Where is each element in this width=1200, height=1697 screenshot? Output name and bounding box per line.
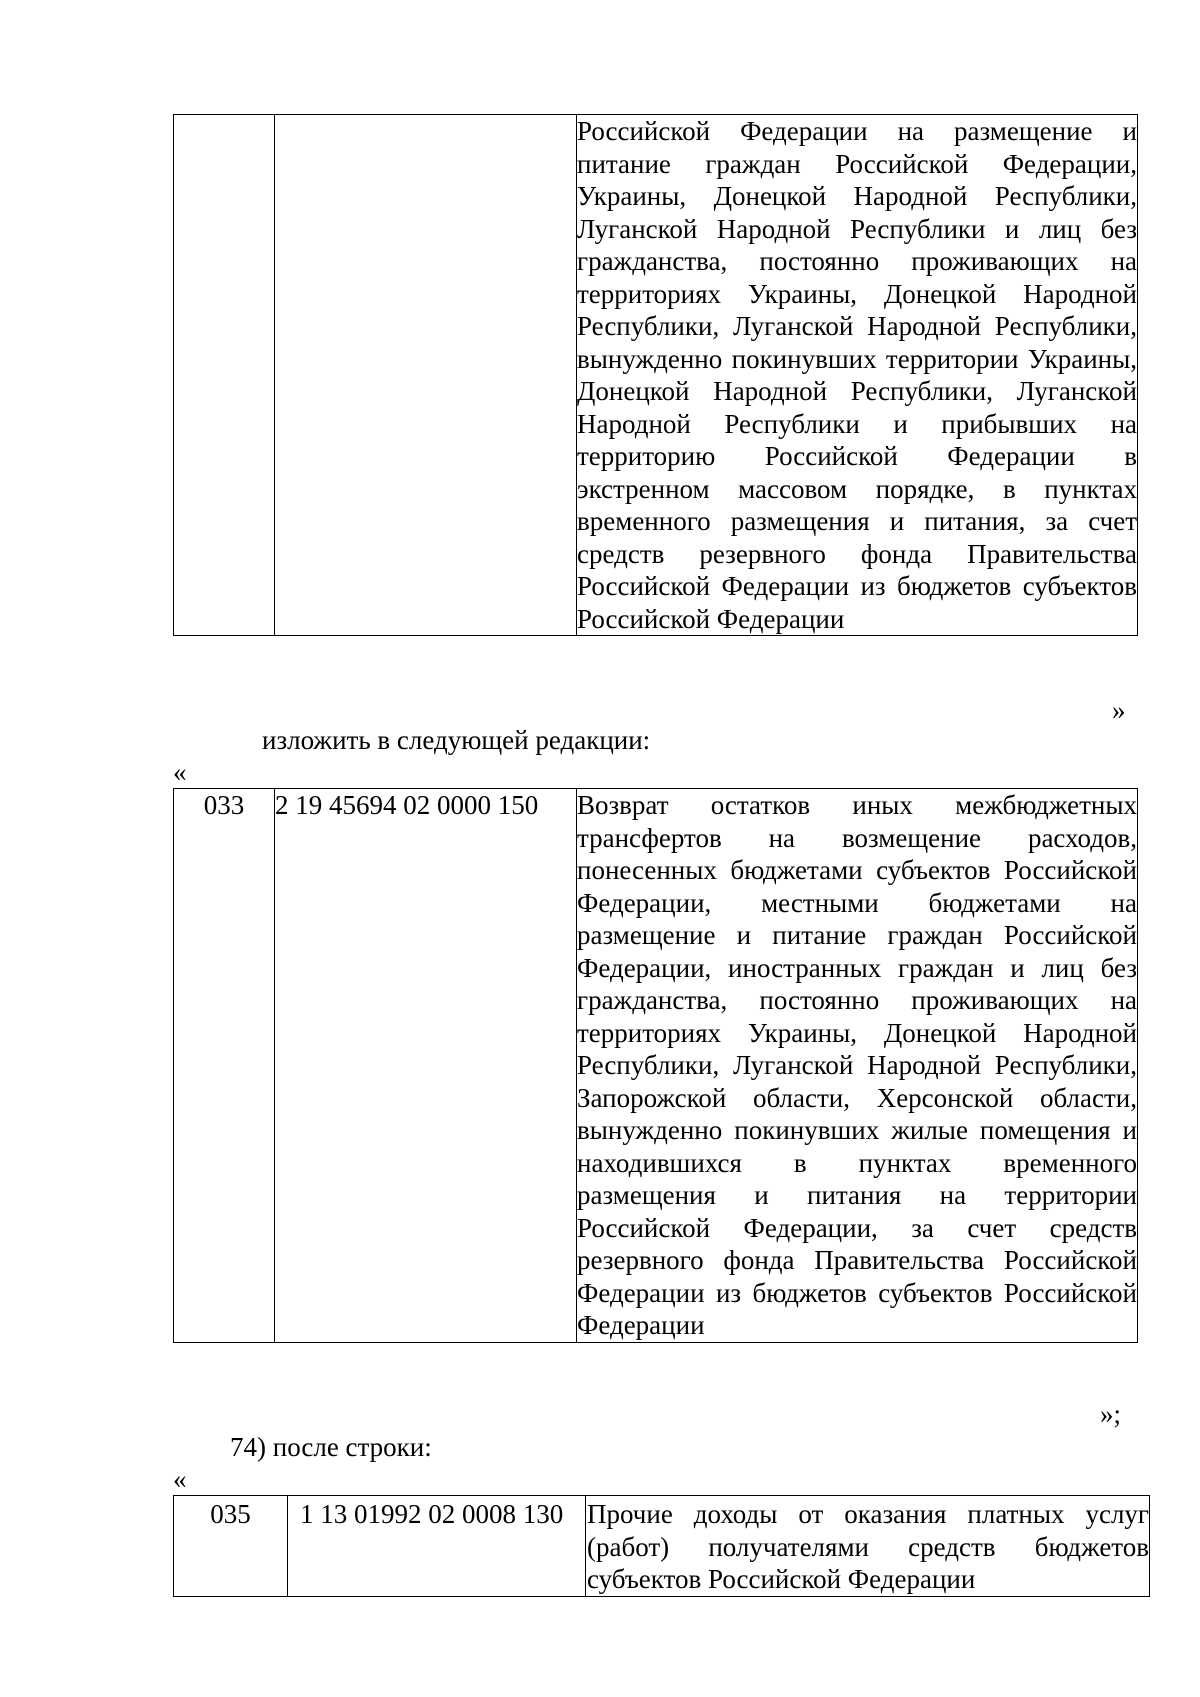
opening-quote: «	[173, 757, 187, 787]
income-code-cell: 1 13 01992 02 0008 130	[288, 1496, 586, 1597]
table-previous-row	[173, 114, 1138, 636]
row-number-cell: 033	[174, 789, 275, 1343]
row-number-cell	[174, 115, 275, 636]
table-row	[174, 115, 1138, 636]
description-cell: Прочие доходы от оказания платных услуг (работ) получателями средств бюджетов субъектов Российской Федерации	[586, 1496, 1150, 1597]
table-row	[174, 789, 1138, 1343]
income-code-cell	[275, 115, 577, 636]
description-cell: Возврат остатков иных межбюджетных трансфертов на возмещение расходов, понесенных бюджетами субъектов Российской Федерации, местными бюджетами на размещение и питание граждан Российской Федерации, иностранных граждан и лиц без гражданства, постоянно проживающих на территориях Украины, Донецкой Народной Республики, Луганской Народной Республики, Запорожской области, Херсонской области, вынужденно покинувших жилые помещения и находившихся в пунктах временного размещения и питания на территории Российской Федерации, за счет средств резервного фонда Правительства Российской Федерации из бюджетов субъектов Российской Федерации	[577, 790, 1137, 1340]
list-item-74: 74) после строки:	[230, 1432, 432, 1462]
closing-quote: »;	[1100, 1399, 1122, 1429]
table-after-row	[173, 1495, 1150, 1597]
closing-quote: »	[1112, 695, 1126, 725]
row-number-cell: 035	[174, 1496, 288, 1597]
description-cell: Российской Федерации на размещение и питание граждан Российской Федерации, Украины, Донецкой Народной Республики, Луганской Народной Республики и лиц без гражданства, постоянно проживающих на территориях Украины, Донецкой Народной Республики, Луганской Народной Республики, вынужденно покинувших территории Украины, Донецкой Народной Республики, Луганской Народной Республики и прибывших на территорию Российской Федерации в экстренном массовом порядке, в пунктах временного размещения и питания, за счет средств резервного фонда Правительства Российской Федерации из бюджетов субъектов Российской Федерации	[577, 116, 1137, 634]
opening-quote: «	[173, 1464, 187, 1494]
income-code-cell: 2 19 45694 02 0000 150	[275, 789, 577, 1343]
instruction-text: изложить в следующей редакции:	[262, 725, 651, 755]
table-row	[174, 1496, 1150, 1597]
table-new-row	[173, 788, 1138, 1343]
